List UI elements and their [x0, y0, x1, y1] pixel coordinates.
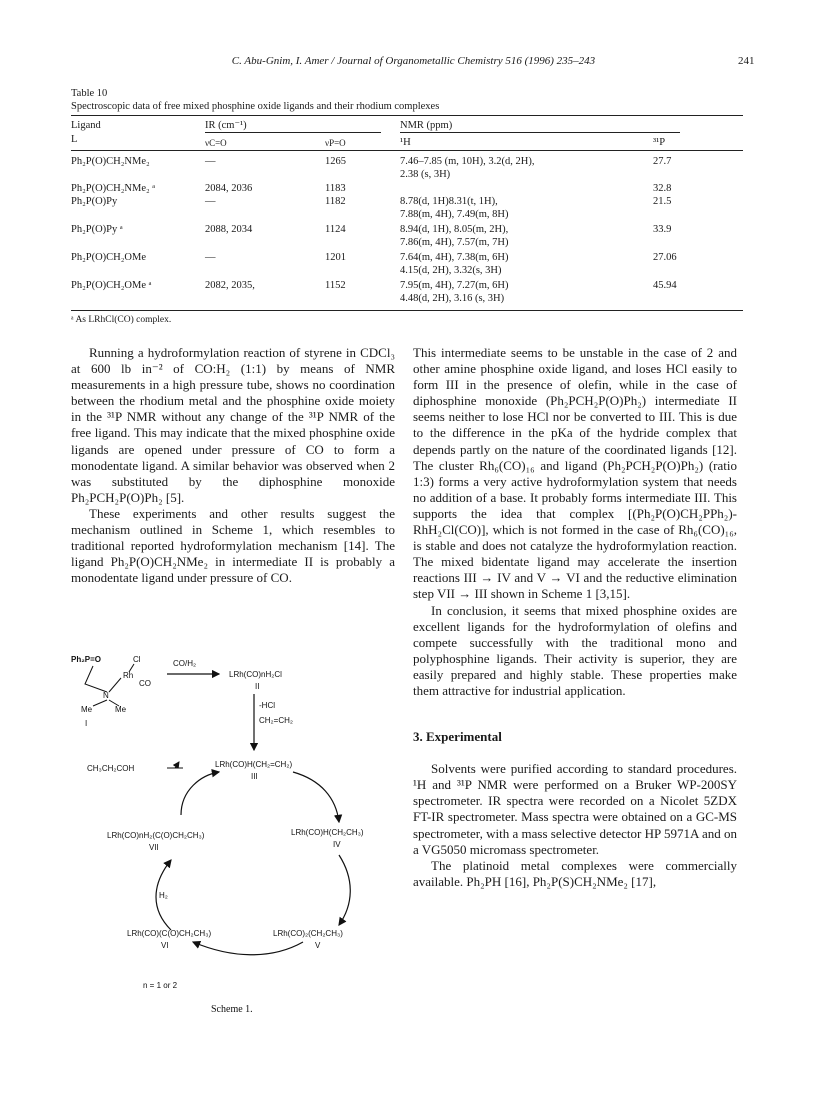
table-caption: Spectroscopic data of free mixed phosphine oxide ligands and their rhodium complexes — [71, 101, 440, 112]
header-ir: IR (cm⁻¹) — [205, 120, 247, 131]
olefin: CH₂=CH₂ — [259, 716, 293, 725]
ir-rule — [205, 132, 381, 133]
cl-atom: Cl — [133, 655, 141, 664]
table-cell-h2: 4.15(d, 2H), 3.32(s, 3H) — [400, 265, 502, 276]
scheme-caption: Scheme 1. — [211, 1004, 253, 1015]
table-cell-nu-co: 2082, 2035, — [205, 280, 255, 291]
table-cell-h1: 7.95(m, 4H), 7.27(m, 6H) — [400, 280, 509, 291]
scheme-1 — [71, 640, 401, 1020]
header-nu-po: νP=O — [325, 138, 346, 148]
table-cell-p: 32.8 — [653, 183, 672, 194]
header-nu-co: νC=O — [205, 138, 227, 148]
table-cell-nu-po: 1265 — [325, 156, 346, 167]
label-v: V — [315, 941, 321, 950]
table-cell-nu-po: 1183 — [325, 183, 346, 194]
nmr-rule — [400, 132, 680, 133]
paragraph: In conclusion, it seems that mixed phosphine oxides are excellent ligands for the hydroformylation of olefins and compete successfully with the traditional mono and polyphosphine ligands. Their activity is superior, they are easily prepared and highly stable. These properties make them attractive for industrial application. — [413, 602, 737, 698]
table-cell-nu-po: 1201 — [325, 252, 346, 263]
table-cell-p: 33.9 — [653, 224, 672, 235]
table-cell-h1: 7.46–7.85 (m, 10H), 3.2(d, 2H), — [400, 156, 535, 167]
table-cell-h1: 8.94(d, 1H), 8.05(m, 2H), — [400, 224, 509, 235]
header-bottom-rule — [71, 150, 743, 151]
table-cell-h2: 7.86(m, 4H), 7.57(m, 7H) — [400, 237, 509, 248]
table-cell-p: 27.06 — [653, 252, 677, 263]
table-cell-p: 45.94 — [653, 280, 677, 291]
table-top-rule — [71, 115, 743, 116]
table-cell-nu-po: 1124 — [325, 224, 346, 235]
me-left: Me — [81, 705, 93, 714]
table-label: Table 10 — [71, 88, 108, 99]
table-cell-ligand: Ph₂P(O)CH₂OMe — [71, 252, 146, 263]
compound-vi: LRh(CO)(C(O)CH₂CH₃) — [127, 929, 212, 938]
table-bottom-rule — [71, 310, 743, 311]
rh-atom: Rh — [123, 671, 134, 680]
table-cell-ligand: Ph₂P(O)CH₂OMe ᵃ — [71, 280, 152, 291]
table-cell-h2: 2.38 (s, 3H) — [400, 169, 451, 180]
label-iv: IV — [333, 840, 341, 849]
table-cell-nu-co: — — [205, 196, 216, 207]
table-cell-p: 27.7 — [653, 156, 672, 167]
table-cell-nu-co: — — [205, 252, 216, 263]
n-atom: N — [103, 691, 109, 700]
label-ii: II — [255, 682, 260, 691]
compound-iii: LRh(CO)H(CH₂=CH₂) — [215, 760, 293, 769]
header-ligand-sub: L — [71, 134, 78, 145]
table-cell-h2: 4.48(d, 2H), 3.16 (s, 3H) — [400, 293, 505, 304]
product: CH₃CH₂COH — [87, 764, 135, 773]
label-vi: VI — [161, 941, 169, 950]
right-column — [413, 345, 737, 890]
header-31p: ³¹P — [653, 137, 666, 148]
table-cell-ligand: Ph₂P(O)CH₂NMe₂ ᵃ — [71, 183, 156, 194]
scheme-diagram — [71, 640, 401, 1020]
compound-iv: LRh(CO)H(CH₂CH₃) — [291, 828, 364, 837]
me-right: Me — [115, 705, 127, 714]
paragraph: These experiments and other results suggest the mechanism outlined in Scheme 1, which resembles to traditional reported hydroformylation mechanism [14]. The ligand Ph₂P(O)CH₂NMe₂ in intermediate II is probably a monodentate ligand under pressure of CO. — [71, 505, 395, 586]
n-note: n = 1 or 2 — [143, 981, 178, 990]
table-cell-nu-po: 1152 — [325, 280, 346, 291]
compound-ii: LRh(CO)nH₂Cl — [229, 670, 282, 679]
left-column — [71, 345, 395, 586]
section-heading: 3. Experimental — [413, 729, 502, 745]
table-cell-nu-co: 2088, 2034 — [205, 224, 253, 235]
table-10 — [71, 87, 743, 113]
page-number: 241 — [738, 55, 755, 67]
table-cell-ligand: Ph₂P(O)Py — [71, 196, 118, 207]
label-vii: VII — [149, 843, 159, 852]
co-ligand: CO — [139, 679, 151, 688]
table-cell-nu-po: 1182 — [325, 196, 346, 207]
paragraph: Solvents were purified according to standard procedures. ¹H and ³¹P NMR were performed on a Bruker WP-200SY spectrometer. IR spectra were recorded on a Nicolet 5ZDX FT-IR spectrometer. Mass spectra were obtained on a GC-MS spectrometer, with a mass selective detector HP 5971A and on a VG5050 micromass spectrometer. — [413, 761, 737, 857]
paragraph: This intermediate seems to be unstable in the case of 2 and other amine phosphine oxide ligand, and loses HCl easily to form III in the presence of olefin, while in the case of diphosphine monoxide (Ph₂PCH₂P(O)Ph₂) intermediate II seems neither to lose HCl nor be converted to III. This is due to the difference in the pKa of the hydride complex that depends partly on the nature of the coordinated ligands [12]. The cluster Rh₆(CO)₁₆ and ligand (Ph₂PCH₂P(O)Ph₂) (ratio 1:3) forms a very active hydroformylation system that needs no addition of a base. It probably forms intermediate III. This supports the idea that complex [(Ph₂P(O)CH₂PPh₂)-RhH₂Cl(CO)], which is not formed in the case of Rh₆(CO)₁₆, is stable and does not catalyze the hydroformylation reaction. The mixed bidentate ligand may accelerate the insertion reactions III → IV and V → VI and the reductive elimination step VII → III shown in Scheme 1 [3,15]. — [413, 345, 737, 602]
h2-reagent: H₂ — [159, 891, 168, 900]
reagent-co-h2: CO/H₂ — [173, 659, 197, 668]
table-cell-nu-co: — — [205, 156, 216, 167]
header-nmr: NMR (ppm) — [400, 120, 453, 131]
table-cell-h2: 7.88(m, 4H), 7.49(m, 8H) — [400, 209, 509, 220]
running-head: C. Abu-Gnim, I. Amer / Journal of Organometallic Chemistry 516 (1996) 235–243 — [231, 55, 596, 67]
compound-vii: LRh(CO)nH₂(C(O)CH₂CH₃) — [107, 831, 205, 840]
paragraph: The platinoid metal complexes were commercially available. Ph₂PH [16], Ph₂P(S)CH₂NMe₂ [17], — [413, 857, 737, 889]
paragraph: Running a hydroformylation reaction of styrene in CDCl₃ at 600 lb in⁻² of CO:H₂ (1:1) by means of NMR measurements in a high pressure tube, shows no coordination between the rhodium metal and the phosphine oxide moiety in the ³¹P NMR without any change of the ³¹P NMR of the free ligand. This may indicate that the mixed phosphine oxide ligands are opened under pressure of CO to form a monodentate ligand. A similar behavior was observed when 2 was substituted by the diphosphine monoxide Ph₂PCH₂P(O)Ph₂ [5]. — [71, 345, 395, 505]
table-cell-ligand: Ph₂P(O)CH₂NMe₂ — [71, 156, 150, 167]
header-ligand: Ligand — [71, 120, 101, 131]
header-1h: ¹H — [400, 137, 411, 148]
table-cell-p: 21.5 — [653, 196, 672, 207]
label-iii: III — [251, 772, 258, 781]
table-cell-ligand: Ph₂P(O)Py ᵃ — [71, 224, 123, 235]
table-cell-h1: 8.78(d, 1H)8.31(t, 1H), — [400, 196, 498, 207]
table-footnote: ᵃ As LRhCl(CO) complex. — [71, 315, 172, 325]
compound-v: LRh(CO)₂(CH₂CH₃) — [273, 929, 343, 938]
compound-i-ring: Ph₂P=O — [71, 655, 102, 664]
minus-hcl: -HCl — [259, 701, 275, 710]
label-i: I — [85, 719, 88, 728]
table-cell-nu-co: 2084, 2036 — [205, 183, 253, 194]
table-cell-h1: 7.64(m, 4H), 7.38(m, 6H) — [400, 252, 509, 263]
